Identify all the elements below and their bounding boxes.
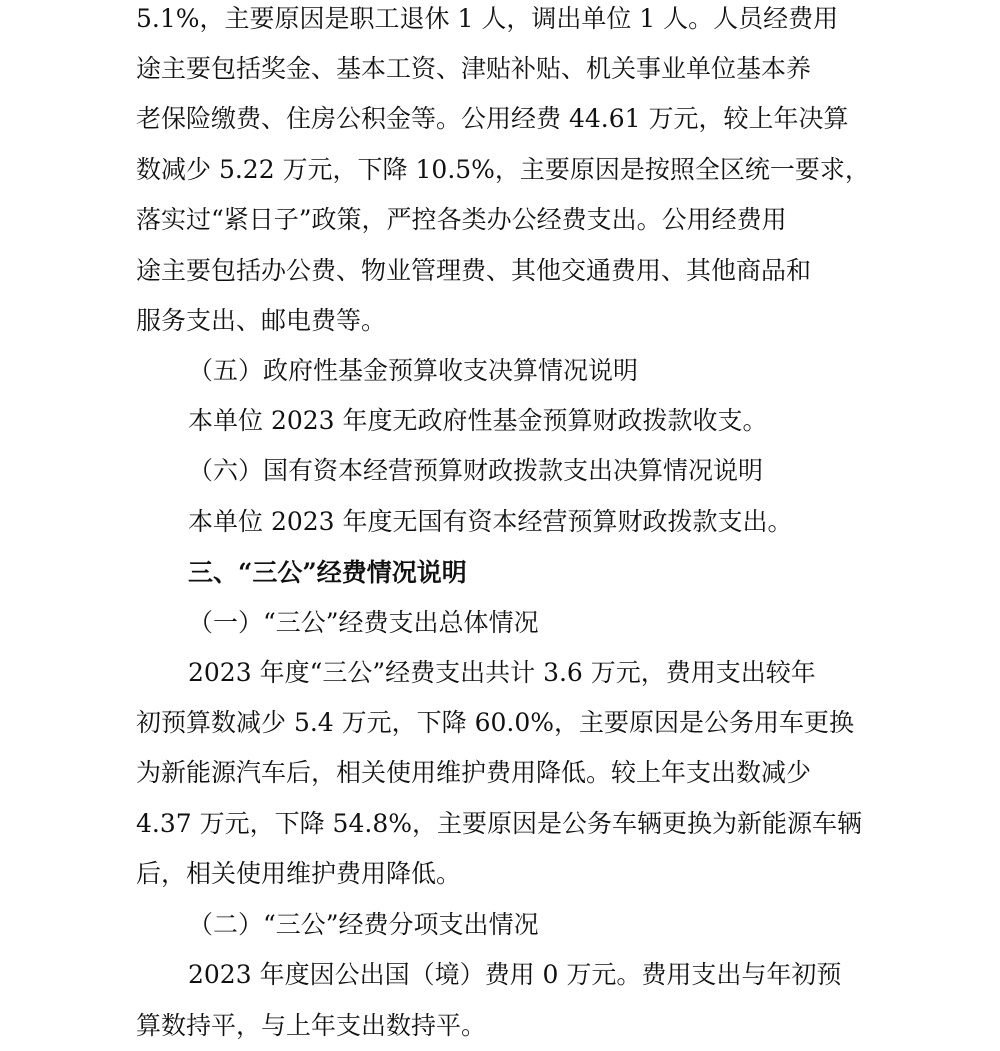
- paragraph-line: 途主要包括办公费、物业管理费、其他交通费用、其他商品和: [136, 256, 812, 285]
- section-heading-5: （五）政府性基金预算收支决算情况说明: [188, 356, 639, 385]
- paragraph-line: 2023 年度“三公”经费支出共计 3.6 万元，费用支出较年: [188, 658, 816, 687]
- paragraph-line: 为新能源汽车后，相关使用维护费用降低。较上年支出数减少: [136, 758, 812, 787]
- paragraph-line: 落实过“紧日子”政策，严控各类办公经费支出。公用经费用: [136, 205, 787, 234]
- paragraph-line: 算数持平，与上年支出数持平。: [136, 1011, 487, 1040]
- section-body-5: 本单位 2023 年度无政府性基金预算财政拨款收支。: [188, 406, 768, 435]
- paragraph-line: 数减少 5.22 万元，下降 10.5%，主要原因是按照全区统一要求，: [136, 155, 870, 184]
- subsection-heading-2: （二）“三公”经费分项支出情况: [188, 910, 539, 939]
- part-heading-3: 三、“三公”经费情况说明: [188, 558, 467, 587]
- paragraph-line: 2023 年度因公出国（境）费用 0 万元。费用支出与年初预: [188, 960, 842, 989]
- paragraph-line: 老保险缴费、住房公积金等。公用经费 44.61 万元，较上年决算: [136, 104, 849, 133]
- paragraph-line: 4.37 万元，下降 54.8%，主要原因是公务车辆更换为新能源车辆: [136, 809, 862, 838]
- section-heading-6: （六）国有资本经营预算财政拨款支出决算情况说明: [188, 456, 764, 485]
- paragraph-line: 5.1%，主要原因是职工退休 1 人，调出单位 1 人。人员经费用: [136, 4, 839, 33]
- section-body-6: 本单位 2023 年度无国有资本经营预算财政拨款支出。: [188, 507, 793, 536]
- paragraph-line: 途主要包括奖金、基本工资、津贴补贴、机关事业单位基本养: [136, 54, 812, 83]
- subsection-heading-1: （一）“三公”经费支出总体情况: [188, 608, 539, 637]
- paragraph-line: 服务支出、邮电费等。: [136, 306, 387, 335]
- paragraph-line: 初预算数减少 5.4 万元，下降 60.0%，主要原因是公务用车更换: [136, 708, 855, 737]
- paragraph-line: 后，相关使用维护费用降低。: [136, 859, 462, 888]
